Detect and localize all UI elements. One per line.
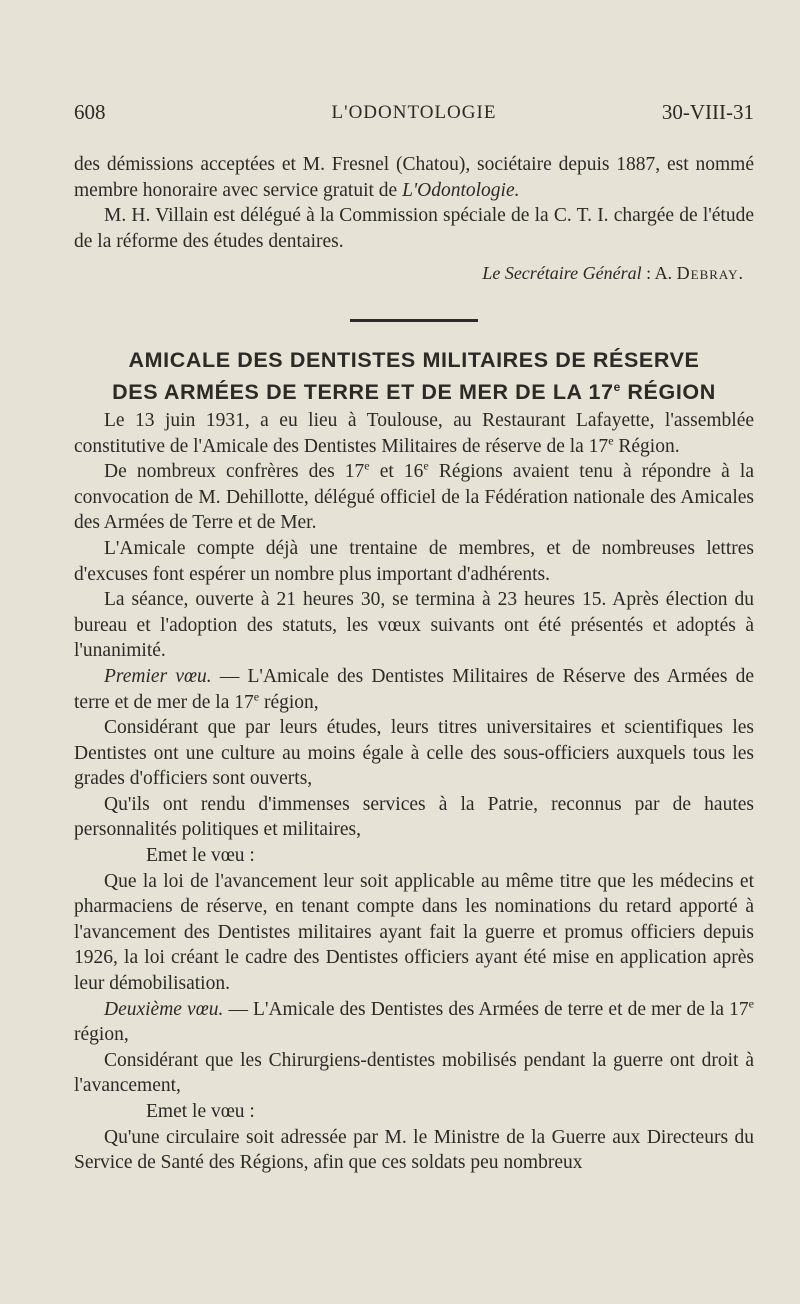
- paragraph-members: L'Amicale compte déjà une trentaine de membres, et de nombreuses lettres d'excuses font espérer un nombre plus important d'adhérents.: [74, 537, 754, 585]
- article-title: [74, 344, 754, 408]
- voeu-2-emet: Emet le vœu :: [146, 1101, 255, 1122]
- voeu-1-emet: Emet le vœu :: [146, 845, 255, 867]
- page-number: 608: [74, 100, 106, 124]
- journal-citation: L'Odontologie.: [402, 179, 520, 201]
- voeu-2-heading: Deuxième vœu. — L'Amicale des Dentistes des Armées de terre et de mer de la 17e région,: [74, 996, 754, 1046]
- journal-title: L'ODONTOLOGIE: [331, 102, 497, 123]
- voeu-1-services: Qu'ils ont rendu d'immenses services à la Patrie, reconnus par de hautes personnalités politiques et militaires,: [74, 793, 754, 841]
- paragraph-meeting: Le 13 juin 1931, a eu lieu à Toulouse, au Restaurant Lafayette, l'assemblée constitutive de l'Amicale des Dentistes Militaires de réserve de la 17e Région.: [74, 409, 754, 457]
- paragraph-attendance: De nombreux confrères des 17e et 16e Régions avaient tenu à répondre à la convocation de M. Dehillotte, délégué officiel de la Fédération nationale des Amicales des Armées de Terre et de Mer.: [74, 458, 754, 534]
- intro-paragraph-1: des démissions acceptées et M. Fresnel (Chatou), sociétaire depuis 1887, est nommé membre honoraire avec service gratuit de L'Odontologie.: [74, 154, 754, 201]
- voeu-1-heading: Premier vœu. — L'Amicale des Dentistes Militaires de Réserve des Armées de terre et de mer de la 17e région,: [74, 665, 754, 713]
- signature: Le Secrétaire Général : A. Debray.: [482, 263, 744, 284]
- voeu-1-considerant: Considérant que par leurs études, leurs titres universitaires et scientifiques les Dentistes ont une culture au moins égale à celle des sous-officiers auxquels tous les grades d'officiers sont ouverts,: [74, 717, 754, 790]
- page-body: [74, 152, 754, 1176]
- section-divider: [350, 319, 478, 322]
- intro-paragraph-2: M. H. Villain est délégué à la Commission spéciale de la C. T. I. chargée de l'étude de la réforme des études dentaires.: [74, 205, 754, 252]
- voeu-1-text: Que la loi de l'avancement leur soit applicable au même titre que les médecins et pharmaciens de réserve, en tenant compte dans les nominations du retard apporté à l'avancement des Dentistes militaires ayant fait la guerre et promus officiers depuis 1926, la loi créant le cadre des Dentistes officiers ayant été mise en application après leur démobilisation.: [74, 870, 754, 995]
- voeu-2-text: Qu'une circulaire soit adressée par M. le Ministre de la Guerre aux Directeurs du Service de Santé des Régions, afin que ces soldats peu nombreux: [74, 1126, 754, 1174]
- running-header: [74, 100, 754, 130]
- voeu-2-considerant: Considérant que les Chirurgiens-dentistes mobilisés pendant la guerre ont droit à l'avancement,: [74, 1049, 754, 1097]
- article-title-line-1: AMICALE DES DENTISTES MILITAIRES DE RÉSERVE: [128, 347, 700, 372]
- article-title-line-2: DES ARMÉES DE TERRE ET DE MER DE LA 17e RÉGION: [112, 379, 716, 404]
- paragraph-session: La séance, ouverte à 21 heures 30, se termina à 23 heures 15. Après élection du bureau et l'adoption des statuts, les vœux suivants ont été présentés et adoptés à l'unanimité.: [74, 589, 754, 662]
- issue-date: 30-VIII-31: [661, 100, 754, 124]
